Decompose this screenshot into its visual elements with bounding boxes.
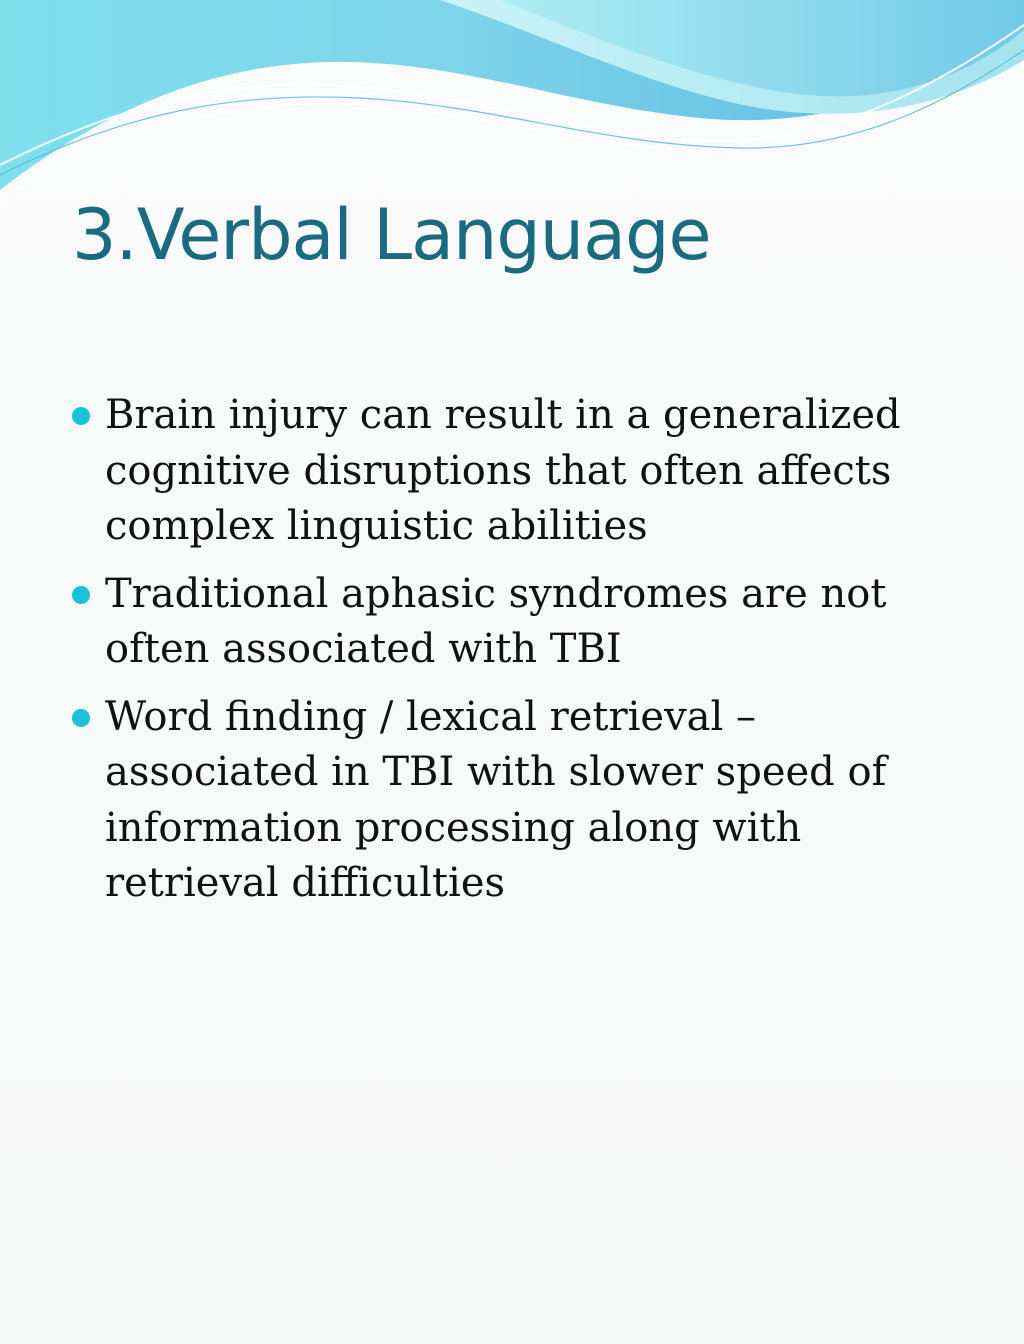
bullet-line: Brain injury can result in a generalized: [105, 392, 901, 438]
bullet-line: Word finding / lexical retrieval –: [105, 693, 757, 740]
bullet-line: Traditional aphasic syndromes are not: [105, 570, 887, 617]
slide-title: 3.Verbal Language: [72, 194, 711, 276]
bullet-dot-icon: [72, 407, 90, 425]
bullet-line: associated in TBI with slower speed of: [105, 749, 887, 795]
bullet-line: complex linguistic abilities: [105, 503, 648, 549]
bullet-dot-icon: [72, 586, 90, 604]
header-wave-decoration: [0, 0, 1024, 220]
bullet-line: retrieval difficulties: [105, 860, 506, 906]
bullet-list: [72, 388, 932, 924]
bullet-line: cognitive disruptions that often affects: [105, 447, 892, 494]
bullet-dot-icon: [72, 709, 90, 727]
bullet-line: information processing along with: [105, 804, 802, 851]
bullet-item-3: [72, 690, 932, 912]
bullet-item-1: [72, 388, 932, 555]
bullet-item-2: [72, 567, 932, 678]
bullet-line: often associated with TBI: [105, 626, 622, 672]
